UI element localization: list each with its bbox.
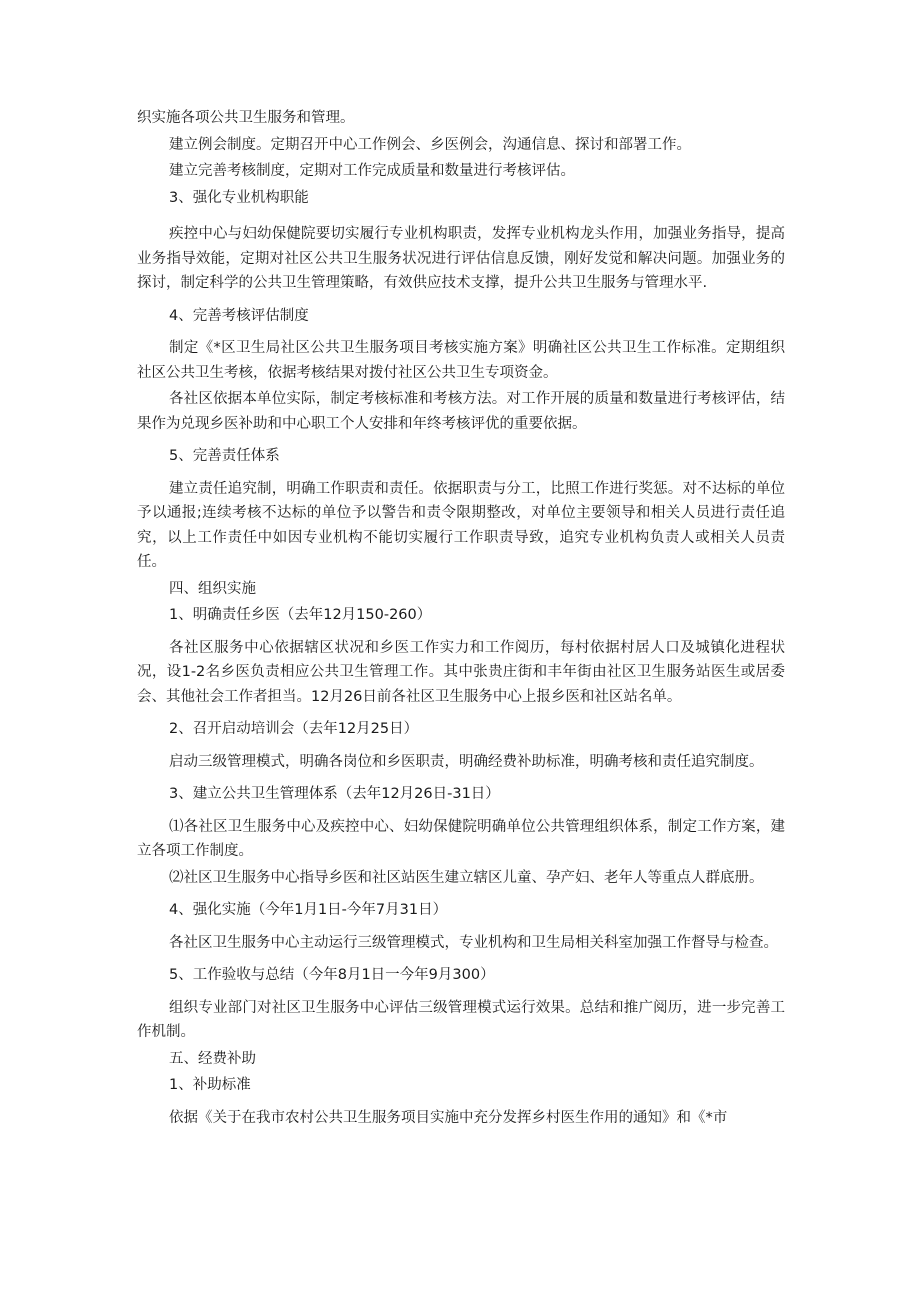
- paragraph-designate-doctors: 各社区服务中心依据辖区状况和乡医工作实力和工作阅历，每村依据村居人口及城镇化进程状况，设1-2名乡医负责相应公共卫生管理工作。其中张贵庄街和丰年街由社区卫生服务站医生或居委会、其他社会工作者担当。12月26日前各社区卫生服务中心上报乡医和社区站名单。: [137, 639, 785, 705]
- heading-management-system: 3、建立公共卫生管理体系（去年12月26日-31日）: [169, 786, 500, 802]
- paragraph-meeting-system: 建立例会制度。定期召开中心工作例会、乡医例会，沟通信息、探讨和部署工作。: [169, 136, 691, 153]
- paragraph-management-item-2: ⑵社区卫生服务中心指导乡医和社区站医生建立辖区儿童、孕产妇、老年人等重点人群底册。: [169, 869, 764, 886]
- paragraph-training-meeting: 启动三级管理模式，明确各岗位和乡医职责，明确经费补助标准，明确考核和责任追究制度。: [169, 753, 764, 770]
- paragraph-subsidy-basis: 依据《关于在我市农村公共卫生服务项目实施中充分发挥乡村医生作用的通知》和《*市: [169, 1109, 728, 1126]
- heading-funding: 五、经费补助: [169, 1050, 256, 1067]
- heading-improve-assessment: 4、完善考核评估制度: [169, 307, 309, 324]
- paragraph-assessment-system: 建立完善考核制度，定期对工作完成质量和数量进行考核评估。: [169, 163, 575, 179]
- heading-implementation: 4、强化实施（今年1月1日-今年7月31日）: [169, 902, 448, 918]
- heading-organization: 四、组织实施: [169, 580, 256, 597]
- heading-responsibility-system: 5、完善责任体系: [169, 448, 280, 464]
- paragraph-continuation: 织实施各项公共卫生服务和管理。: [137, 110, 355, 126]
- paragraph-management-item-1: ⑴各社区卫生服务中心及疾控中心、妇幼保健院明确单位公共管理组织体系，制定工作方案，建立各项工作制度。: [137, 818, 785, 859]
- heading-subsidy-standard: 1、补助标准: [169, 1077, 251, 1093]
- paragraph-acceptance: 组织专业部门对社区卫生服务中心评估三级管理模式运行效果。总结和推广阅历，进一步完善工作机制。: [137, 999, 785, 1040]
- heading-designate-doctors: 1、明确责任乡医（去年12月150-260）: [169, 607, 432, 623]
- paragraph-community-standards: 各社区依据本单位实际，制定考核标准和考核方法。对工作开展的质量和数量进行考核评估，结果作为兑现乡医补助和中心职工个人安排和年终考核评优的重要依据。: [137, 391, 785, 432]
- paragraph-assessment-plan: 制定《*区卫生局社区公共卫生服务项目考核实施方案》明确社区公共卫生工作标准。定期组织社区公共卫生考核，依据考核结果对拨付社区公共卫生专项资金。: [137, 340, 785, 381]
- heading-acceptance: 5、工作验收与总结（今年8月1日一今年9月300）: [169, 967, 495, 983]
- paragraph-cdc-duties: 疾控中心与妇幼保健院要切实履行专业机构职责，发挥专业机构龙头作用，加强业务指导，提高业务指导效能，定期对社区公共卫生服务状况进行评估信息反馈，刚好发觉和解决问题。加强业务的探讨，制定科学的公共卫生管理策略，有效供应技术支撑，提升公共卫生服务与管理水平.: [137, 226, 785, 291]
- paragraph-accountability: 建立责任追究制，明确工作职责和责任。依据职责与分工，比照工作进行奖惩。对不达标的单位予以通报;连续考核不达标的单位予以警告和责令限期整改，对单位主要领导和相关人员进行责任追究，以上工作责任中如因专业机构不能切实履行工作职责导致，追究专业机构负责人或相关人员责任。: [137, 480, 785, 570]
- paragraph-implementation: 各社区卫生服务中心主动运行三级管理模式，专业机构和卫生局相关科室加强工作督导与检查。: [169, 934, 778, 951]
- heading-strengthen-institutions: 3、强化专业机构职能: [169, 189, 309, 206]
- heading-training-meeting: 2、召开启动培训会（去年12月25日）: [169, 721, 419, 737]
- document-page: [137, 106, 785, 1130]
